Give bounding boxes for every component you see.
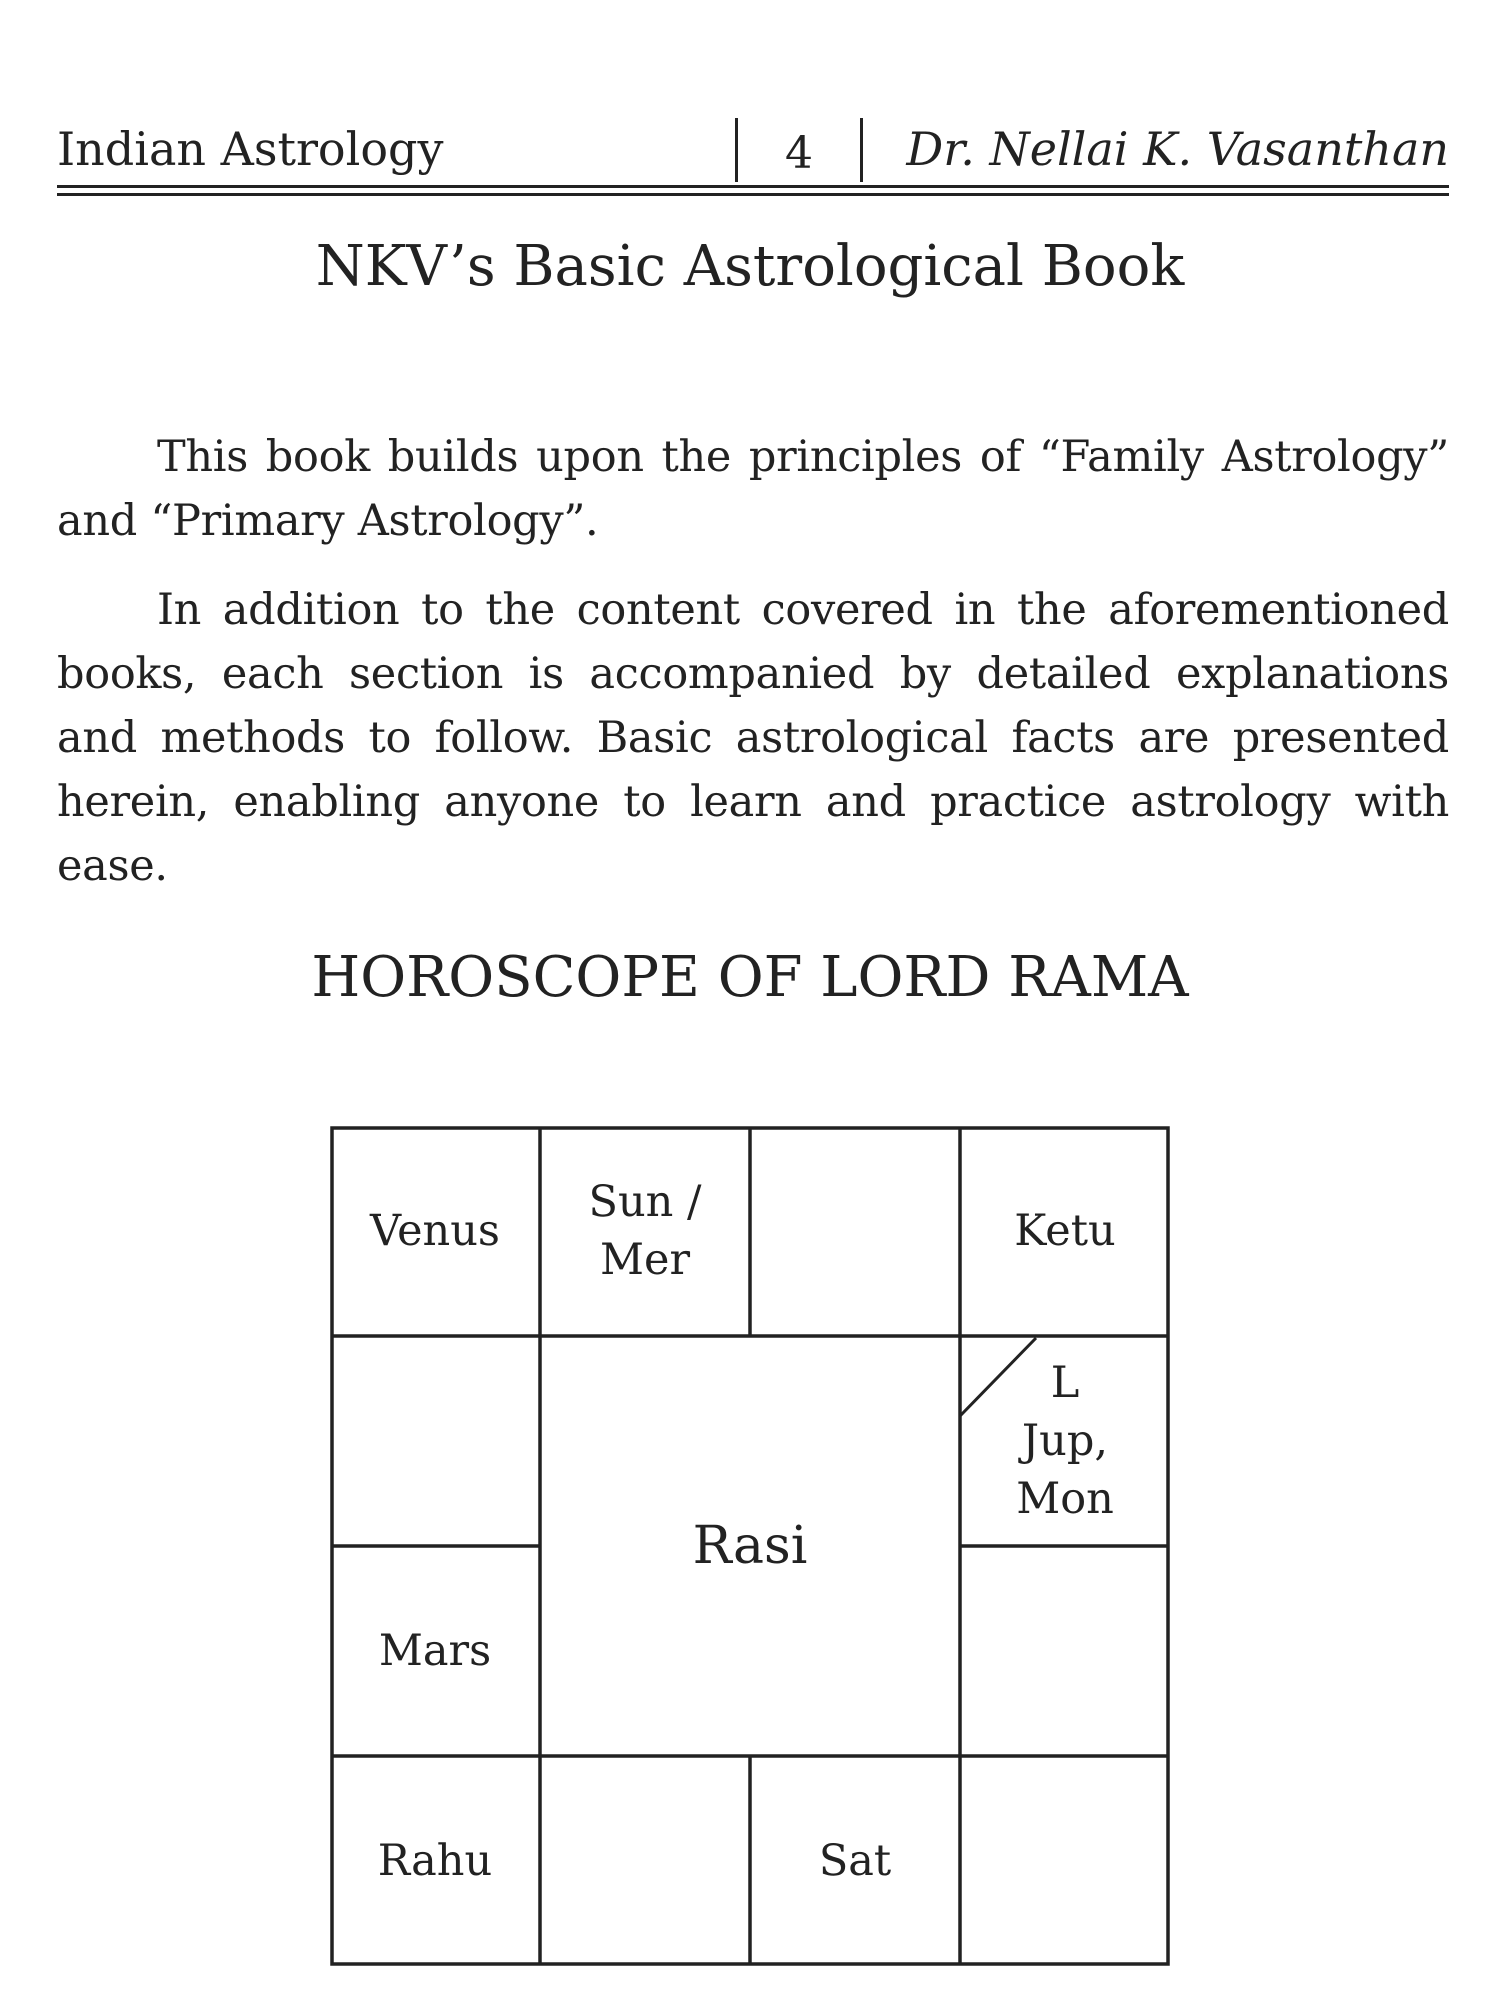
planet-saturn: Sat (818, 1836, 892, 1886)
house-pisces (330, 1126, 540, 1336)
house-virgo (960, 1756, 1170, 1966)
paragraph-details: In addition to the content covered in the aforementioned books, each section is accompanied by detailed explanations and methods to follow. Basic astrological facts are presented herein, enabling anyone to learn and practice astrology with ease. (57, 585, 1449, 891)
paragraph-intro: This book builds upon the principles of “Family Astrology” and “Primary Astrology”. (57, 432, 1449, 546)
planet-rahu: Rahu (377, 1836, 493, 1886)
house-sagittarius (330, 1756, 540, 1966)
header-author: Dr. Nellai K. Vasanthan (906, 122, 1449, 176)
house-aries (540, 1126, 750, 1336)
lagna-label: L (1050, 1358, 1080, 1408)
rasi-label: Rasi (692, 1516, 808, 1576)
header-rule-bottom (57, 193, 1449, 196)
house-cancer (960, 1336, 1170, 1546)
planet-mercury: Mer (599, 1235, 691, 1285)
house-aquarius (330, 1336, 540, 1546)
house-scorpio (540, 1756, 750, 1966)
house-capricorn (330, 1546, 540, 1756)
page-number: 4 (785, 128, 813, 179)
house-taurus (750, 1126, 960, 1336)
header-book-title: Indian Astrology (57, 122, 444, 176)
house-libra (750, 1756, 960, 1966)
planet-sun: Sun / (588, 1177, 702, 1227)
planet-venus: Venus (369, 1206, 500, 1256)
header-page-box (717, 118, 881, 192)
planet-moon: Mon (1016, 1474, 1114, 1524)
header-rule-top (57, 185, 1449, 188)
header-page-divider-right (860, 118, 863, 182)
horoscope-chart (330, 1126, 1170, 1966)
planet-ketu: Ketu (1014, 1206, 1116, 1256)
house-gemini (960, 1126, 1170, 1336)
house-leo (960, 1546, 1170, 1756)
running-header (57, 118, 1449, 192)
planet-mars: Mars (378, 1626, 492, 1676)
section-title: NKV’s Basic Astrological Book (315, 234, 1185, 299)
planet-jupiter: Jup, (1021, 1416, 1109, 1466)
chart-title: HOROSCOPE OF LORD RAMA (311, 945, 1189, 1010)
chart-center (540, 1336, 960, 1756)
